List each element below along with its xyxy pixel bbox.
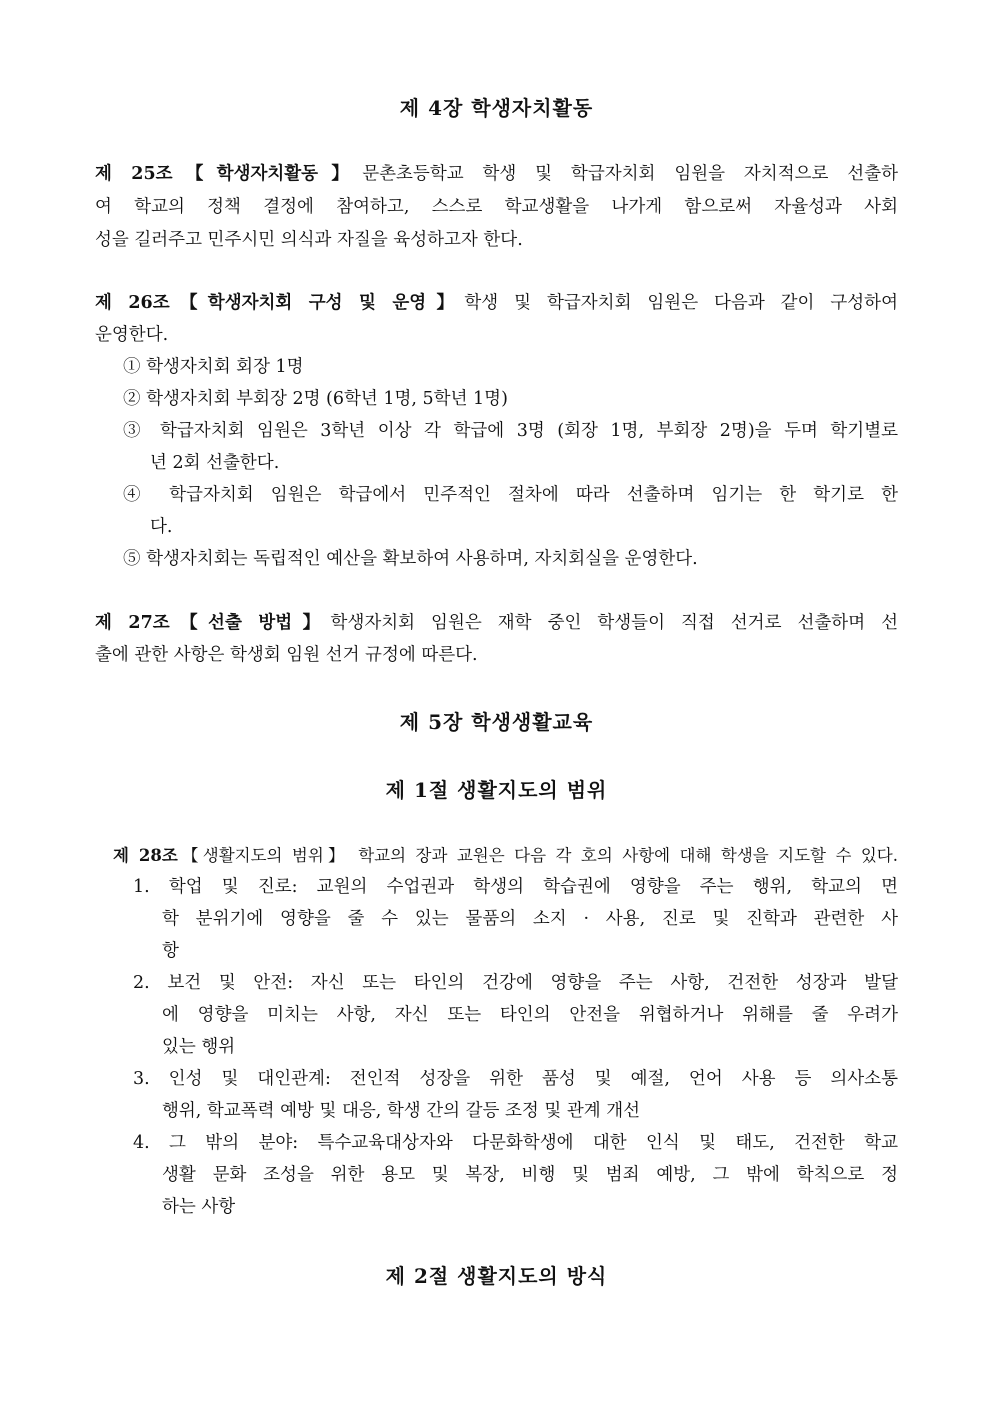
article-28-text: 학교의 장과 교원은 다음 각 호의 사항에 대해 학생을 지도할 수 있다. bbox=[348, 846, 898, 865]
item-marker: ③ bbox=[123, 421, 148, 441]
scope-item-2-cont: 에 영향을 미치는 사항, 자신 또는 타인의 안전을 위협하거나 위해를 줄 우려가 bbox=[162, 1005, 898, 1025]
item-text: 학업 및 진로: 교원의 수업권과 학생의 학습권에 영향을 주는 행위, 학교의 면 bbox=[168, 877, 898, 897]
scope-item-1-cont: 학 분위기에 영향을 줄 수 있는 물품의 소지 · 사용, 진로 및 진학과 관련한 사 bbox=[162, 909, 898, 929]
scope-item-2 bbox=[133, 969, 898, 994]
scope-item-4 bbox=[133, 1129, 898, 1154]
section-1-title: 제 1절 생활지도의 범위 bbox=[385, 778, 608, 802]
chapter-4-title: 제 4장 학생자치활동 bbox=[399, 96, 594, 120]
scope-item-4-cont: 생활 문화 조성을 위한 용모 및 복장, 비행 및 범죄 예방, 그 밖에 학칙으로 정 bbox=[162, 1165, 898, 1185]
article-25-number: 제 25조 bbox=[95, 164, 173, 184]
item-text: 학생자치회 회장 1명 bbox=[146, 357, 304, 377]
article-28-heading: 【생활지도의 범위】 bbox=[177, 846, 349, 865]
item-marker: ② bbox=[123, 389, 141, 409]
article-26-text: 학생 및 학급자치회 임원은 다음과 같이 구성하여 bbox=[464, 293, 898, 313]
item-marker: 3. bbox=[133, 1069, 150, 1089]
article-27-heading: 【선출 방법】 bbox=[169, 613, 331, 633]
item-marker: ④ bbox=[123, 485, 153, 505]
article-25-line-1 bbox=[95, 160, 898, 185]
article-26-line-1 bbox=[95, 289, 898, 314]
list-item-2 bbox=[123, 385, 898, 410]
item-text: 그 밖의 분야: 특수교육대상자와 다문화학생에 대한 인식 및 태도, 건전한 학교 bbox=[169, 1133, 898, 1153]
article-26-line-2: 운영한다. bbox=[95, 325, 169, 345]
scope-item-1-cont: 항 bbox=[162, 941, 179, 961]
article-25-heading: 【학생자치활동】 bbox=[172, 164, 363, 184]
article-27-text: 학생자치회 임원은 재학 중인 학생들이 직접 선거로 선출하며 선 bbox=[330, 613, 898, 633]
item-text: 인성 및 대인관계: 전인적 성장을 위한 품성 및 예절, 언어 사용 등 의사소통 bbox=[168, 1069, 898, 1089]
list-item-4 bbox=[123, 481, 898, 506]
list-item-4-cont: 다. bbox=[150, 517, 173, 537]
article-25-line-2: 여 학교의 정책 결정에 참여하고, 스스로 학교생활을 나가게 함으로써 자율성과 사회 bbox=[95, 197, 898, 217]
item-marker: 4. bbox=[133, 1133, 150, 1153]
scope-item-1 bbox=[133, 873, 898, 898]
article-28-number: 제 28조 bbox=[113, 846, 178, 865]
item-text: 학생자치회 부회장 2명 (6학년 1명, 5학년 1명) bbox=[146, 389, 508, 409]
article-27-line-2: 출에 관한 사항은 학생회 임원 선거 규정에 따른다. bbox=[95, 645, 478, 665]
list-item-1 bbox=[123, 353, 898, 378]
list-item-5 bbox=[123, 545, 898, 570]
scope-item-3 bbox=[133, 1065, 898, 1090]
section-2-title: 제 2절 생활지도의 방식 bbox=[385, 1264, 608, 1288]
chapter-5-title: 제 5장 학생생활교육 bbox=[399, 710, 594, 734]
item-marker: 2. bbox=[133, 973, 150, 993]
scope-item-2-cont: 있는 행위 bbox=[162, 1037, 236, 1057]
article-28-line-1 bbox=[113, 842, 898, 866]
scope-item-3-cont: 행위, 학교폭력 예방 및 대응, 학생 간의 갈등 조정 및 관계 개선 bbox=[162, 1101, 641, 1121]
item-text: 학급자치회 임원은 3학년 이상 각 학급에 3명 (회장 1명, 부회장 2명)을 두며 학기별로 bbox=[160, 421, 899, 441]
article-25-text: 문촌초등학교 학생 및 학급자치회 임원을 자치적으로 선출하 bbox=[362, 164, 899, 184]
scope-item-4-cont: 하는 사항 bbox=[162, 1197, 236, 1217]
item-marker: ⑤ bbox=[123, 549, 141, 569]
list-item-3 bbox=[123, 417, 898, 442]
item-marker: 1. bbox=[133, 877, 150, 897]
article-27-number: 제 27조 bbox=[95, 613, 170, 633]
item-text: 학생자치회는 독립적인 예산을 확보하여 사용하며, 자치회실을 운영한다. bbox=[146, 549, 698, 569]
list-item-3-cont: 년 2회 선출한다. bbox=[150, 453, 280, 473]
article-26-heading: 【학생자치회 구성 및 운영】 bbox=[169, 293, 465, 313]
item-text: 학급자치회 임원은 학급에서 민주적인 절차에 따라 선출하며 임기는 한 학기로 한 bbox=[169, 485, 898, 505]
article-26-number: 제 26조 bbox=[95, 293, 170, 313]
item-marker: ① bbox=[123, 357, 141, 377]
item-text: 보건 및 안전: 자신 또는 타인의 건강에 영향을 주는 사항, 건전한 성장과 발달 bbox=[167, 973, 898, 993]
article-27-line-1 bbox=[95, 609, 898, 634]
article-25-line-3: 성을 길러주고 민주시민 의식과 자질을 육성하고자 한다. bbox=[95, 230, 523, 250]
